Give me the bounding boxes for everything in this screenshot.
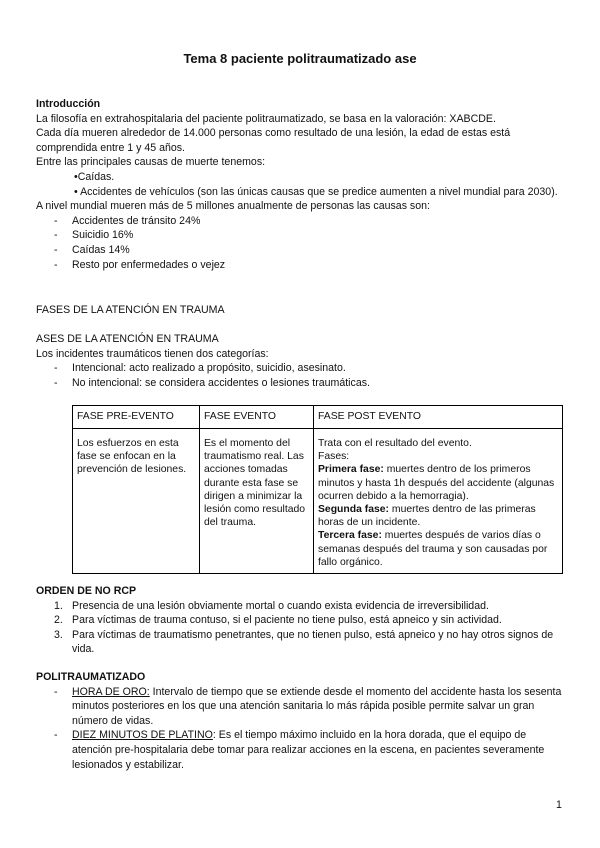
phases-table	[72, 405, 563, 574]
tercera-fase	[318, 529, 558, 569]
list-item: - Suicidio 16%	[36, 228, 568, 243]
list-item: - Accidentes de tránsito 24%	[36, 214, 568, 229]
rcp-section	[36, 584, 568, 657]
list-number: 3.	[54, 628, 63, 641]
list-item: - No intencional: se considera accidentes o lesiones traumáticas.	[36, 376, 568, 391]
incidents-intro: Los incidentes traumáticos tienen dos categorías:	[36, 347, 269, 360]
table-header-cell: FASE POST EVENTO	[314, 406, 563, 429]
intro-paragraph-4: A nivel mundial mueren más de 5 millones anualmente de personas las causas son:	[36, 200, 430, 213]
fases-heading-1: FASES DE LA ATENCIÓN EN TRAUMA	[36, 304, 225, 316]
list-item: - Resto por enfermedades o vejez	[36, 258, 568, 273]
incidents-list	[36, 361, 568, 390]
list-item	[36, 728, 568, 772]
table-header-cell: FASE PRE-EVENTO	[73, 406, 200, 429]
segunda-fase	[318, 503, 558, 529]
segunda-fase-text: muertes dentro de las primeras horas de un incidente.	[318, 504, 536, 529]
post-intro: Trata con el resultado del evento.	[318, 438, 472, 449]
hora-oro-text: Intervalo de tiempo que se extiende desde el momento del accidente hasta los sesenta minutos posteriores en los que una atención sanitaria lo más rápida posible permite salvar un gran número de vidas.	[72, 685, 562, 727]
intro-bullet-caidas: •Caídas.	[74, 170, 115, 183]
platino-label: DIEZ MINUTOS DE PLATINO	[72, 729, 213, 742]
platino-text: : Es el tiempo máximo incluido en la hora dorada, que el equipo de atención pre-hospitalaria debe tomar para realizar acciones en la escena, en pacientes severamente lesionados y estabilizar.	[72, 729, 545, 771]
table-cell-evento: Es el momento del traumatismo real. Las acciones tomadas durante esta fase se dirigen a minimizar la lesión como resultado del trauma.	[200, 429, 314, 574]
tercera-fase-label: Tercera fase:	[318, 530, 382, 542]
primera-fase-text: muertes dentro de los primeros minutos y hasta 1h después del accidente (algunas ocurren debido a la hemorragia).	[318, 464, 555, 502]
hora-oro-label: HORA DE ORO:	[72, 685, 150, 698]
primera-fase-label: Primera fase:	[318, 464, 384, 476]
table-header-cell: FASE EVENTO	[200, 406, 314, 429]
list-item: - Intencional: acto realizado a propósito, suicidio, asesinato.	[36, 361, 568, 376]
page-number: 1	[556, 799, 562, 811]
table-header-row	[73, 406, 563, 429]
incidents-section	[36, 332, 568, 390]
list-item	[36, 628, 568, 657]
poli-list	[36, 685, 568, 773]
primera-fase	[318, 463, 558, 503]
list-item	[36, 599, 568, 614]
intro-paragraph-2: Cada día mueren alrededor de 14.000 personas como resultado de una lesión, la edad de estas está comprendida entre 1 y 45 años.	[36, 127, 511, 154]
poli-section	[36, 670, 568, 772]
list-item	[36, 613, 568, 628]
intro-paragraph-3: Entre las principales causas de muerte tenemos:	[36, 156, 266, 169]
tercera-fase-text: muertes después de varios días o semanas después del trauma y son causadas por fallo orgánico.	[318, 530, 548, 568]
segunda-fase-label: Segunda fase:	[318, 504, 390, 516]
table-row	[73, 429, 563, 574]
list-number: 2.	[54, 614, 63, 627]
intro-section	[36, 97, 568, 272]
list-text: Para víctimas de traumatismo penetrantes, que no tienen pulso, está apneico y no hay otros signos de vida.	[72, 628, 554, 656]
rcp-list	[36, 599, 568, 657]
document-title: Tema 8 paciente politraumatizado ase	[183, 51, 417, 66]
list-number: 1.	[54, 599, 63, 612]
post-fases-label: Fases:	[318, 451, 350, 463]
list-item: - Caídas 14%	[36, 243, 568, 258]
table-cell-pre: Los esfuerzos en esta fase se enfocan en la prevención de lesiones.	[73, 429, 200, 574]
rcp-heading: ORDEN DE NO RCP	[36, 585, 137, 597]
intro-bullet-accidentes: • Accidentes de vehículos (son las únicas causas que se predice aumenten a nivel mundial para 2030).	[74, 185, 558, 198]
intro-heading: Introducción	[36, 98, 101, 110]
fases-heading-2: ASES DE LA ATENCIÓN EN TRAUMA	[36, 333, 219, 345]
intro-paragraph-1: La filosofía en extrahospitalaria del paciente politraumatizado, se basa en la valoración: XABCDE.	[36, 112, 496, 125]
poli-heading: POLITRAUMATIZADO	[36, 671, 146, 683]
list-text: Para víctimas de trauma contuso, si el paciente no tiene pulso, está apneico y sin actividad.	[72, 614, 502, 627]
list-text: Presencia de una lesión obviamente mortal o cuando exista evidencia de irreversibilidad.	[72, 599, 489, 612]
causes-list	[36, 214, 568, 272]
table-cell-post	[314, 429, 563, 574]
list-item	[36, 685, 568, 729]
